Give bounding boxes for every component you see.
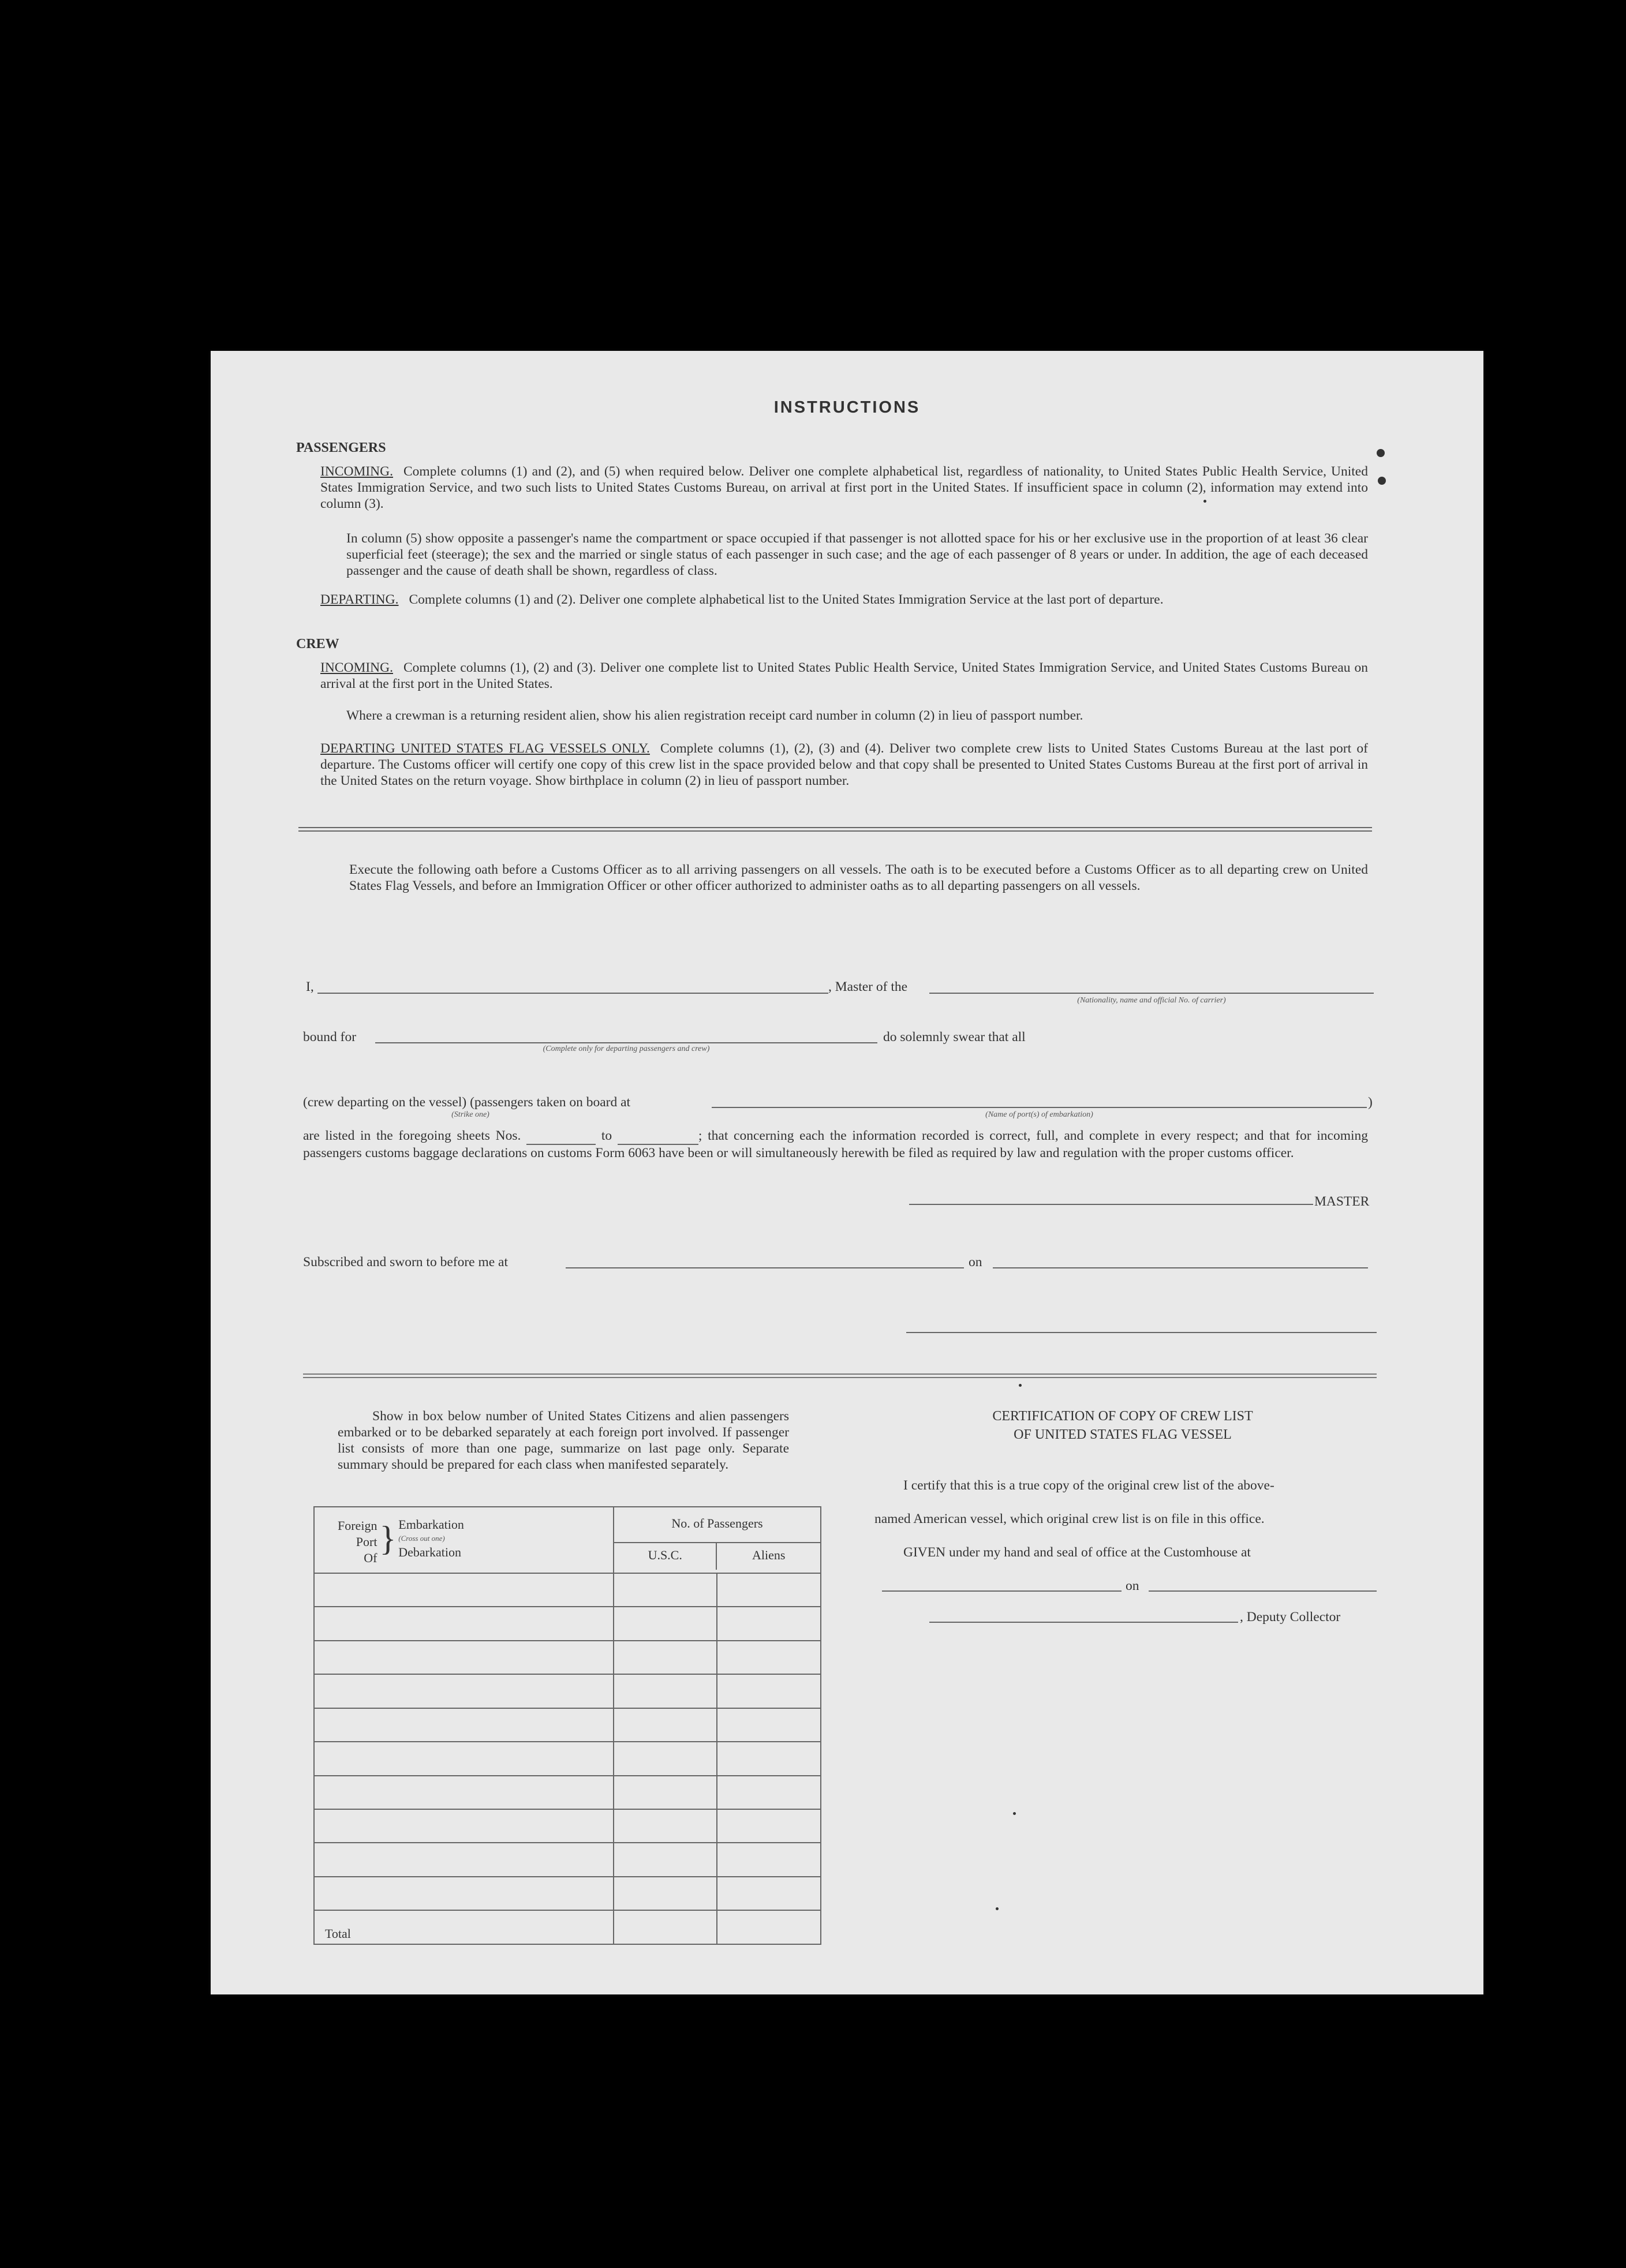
port-cell[interactable] (314, 1607, 614, 1640)
section-divider-1b (298, 830, 1372, 832)
aliens-cell[interactable] (717, 1573, 821, 1607)
section-divider-2b (303, 1377, 1377, 1378)
scan-speck (996, 1907, 999, 1910)
port-cell[interactable] (314, 1776, 614, 1809)
total-usc-cell[interactable] (614, 1910, 717, 1944)
subscribed-label: Subscribed and sworn to before me at (303, 1255, 509, 1270)
subscribed-place-field[interactable] (566, 1267, 964, 1268)
port-label: Port (356, 1535, 377, 1549)
aliens-cell[interactable] (717, 1674, 821, 1708)
summary-row (314, 1607, 821, 1640)
section-divider-1 (298, 827, 1372, 828)
aliens-cell[interactable] (717, 1809, 821, 1843)
summary-row (314, 1742, 821, 1775)
passengers-departing-label: DEPARTING. (320, 592, 399, 607)
crew-incoming-text: Complete columns (1), (2) and (3). Deliver one complete list to United States Public Health Service, United States Immigration Service, and United States Customs Bureau on arrival at the first port in the United States. (320, 660, 1368, 691)
bound-for-field[interactable] (375, 1042, 877, 1043)
total-row (314, 1910, 821, 1944)
crew-incoming-paragraph (320, 660, 1368, 692)
port-caption: (Name of port(s) of embarkation) (985, 1110, 1093, 1119)
crew-heading: CREW (296, 637, 339, 652)
usc-cell[interactable] (614, 1573, 717, 1607)
listed-rest-text: ; that concerning each the information recorded is correct, full, and complete in every respect; and that for incoming passengers customs baggage declarations on customs Form 6063 have been or will simultaneously herewith be filed as required by law and regulation with the proper customs officer. (303, 1128, 1369, 1161)
usc-cell[interactable] (614, 1776, 717, 1809)
passengers-departing-text: Complete columns (1) and (2). Deliver one complete alphabetical list to the United States Immigration Service at the last port of departure. (409, 592, 1164, 607)
embarkation-label: Embarkation (398, 1517, 464, 1532)
deputy-collector-label: , Deputy Collector (1240, 1610, 1341, 1625)
master-of-label: , Master of the (828, 979, 908, 994)
aliens-cell[interactable] (717, 1776, 821, 1809)
debarkation-label: Debarkation (398, 1545, 461, 1559)
subscribed-on-label: on (969, 1255, 982, 1270)
certification-heading-1: CERTIFICATION OF COPY OF CREW LIST (992, 1409, 1253, 1424)
close-paren: ) (1368, 1095, 1373, 1110)
summary-row (314, 1708, 821, 1742)
crew-departing-text: Complete columns (1), (2), (3) and (4). Deliver two complete crew lists to United States Customs Bureau at the last port of departure. The Customs officer will certify one copy of this crew list in the space provided below and that copy shall be presented to United States Customs Bureau at the first port of arrival in the United States on the return voyage. Show birthplace in column (2) in lieu of passport number. (320, 741, 1368, 788)
passengers-header-cell (614, 1507, 821, 1573)
scan-speck (1019, 1384, 1022, 1387)
passengers-column5-paragraph: In column (5) show opposite a passenger's name the compartment or space occupied if that passenger is not allotted space for his or her exclusive use in the proportion of at least 36 clear superficial feet (steerage); the sex and the married or single status of each passenger in such case; and the age of each passenger of 8 years or under. In addition, the age of each deceased passenger and the cause of death shall be shown, regardless of class. (346, 531, 1368, 578)
swear-label: do solemnly swear that all (883, 1030, 1026, 1045)
port-cell[interactable] (314, 1708, 614, 1742)
deputy-signature-field[interactable] (929, 1622, 1238, 1623)
port-cell[interactable] (314, 1742, 614, 1775)
master-label: MASTER (1314, 1194, 1370, 1209)
usc-cell[interactable] (614, 1843, 717, 1876)
to-label: to (601, 1128, 612, 1143)
passenger-summary-table (313, 1506, 821, 1945)
brace-glyph: } (379, 1520, 397, 1558)
foreign-port-of-label (338, 1518, 377, 1566)
usc-cell[interactable] (614, 1809, 717, 1843)
usc-cell[interactable] (614, 1742, 717, 1775)
summary-row (314, 1809, 821, 1843)
port-header-cell (314, 1507, 614, 1573)
embark-debark-labels (398, 1518, 464, 1559)
section-divider-2 (303, 1373, 1377, 1375)
scan-speck (1377, 449, 1385, 457)
usc-cell[interactable] (614, 1641, 717, 1674)
nationality-caption: (Nationality, name and official No. of carrier) (1077, 996, 1226, 1005)
passengers-heading: PASSENGERS (296, 440, 386, 455)
passengers-departing-paragraph (320, 592, 1368, 608)
scan-speck (1203, 500, 1206, 503)
usc-label: U.S.C. (614, 1543, 717, 1570)
port-cell[interactable] (314, 1843, 614, 1876)
certification-line-1: I certify that this is a true copy of the original crew list of the above- (903, 1478, 1274, 1493)
port-cell[interactable] (314, 1641, 614, 1674)
crew-returning-paragraph: Where a crewman is a returning resident alien, show his alien registration receipt card number in column (2) in lieu of passport number. (346, 708, 1083, 723)
aliens-cell[interactable] (717, 1641, 821, 1674)
port-cell[interactable] (314, 1877, 614, 1910)
bound-for-label: bound for (303, 1030, 357, 1045)
usc-cell[interactable] (614, 1674, 717, 1708)
scan-speck (1013, 1812, 1016, 1815)
certification-on-label: on (1126, 1578, 1139, 1593)
crew-incoming-label: INCOMING. (320, 660, 393, 675)
certification-heading-2: OF UNITED STATES FLAG VESSEL (1014, 1427, 1232, 1442)
sheet-from-field[interactable] (526, 1128, 596, 1145)
oath-intro: Execute the following oath before a Customs Officer as to all arriving passengers on all vessels. The oath is to be executed before a Customs Officer as to all departing crew on United States Flag Vessels, and before an Immigration Officer or other officer authorized to administer oaths as to all departing passengers on all vessels. (349, 862, 1368, 893)
passengers-incoming-paragraph (320, 463, 1368, 512)
officer-signature-field[interactable] (906, 1332, 1377, 1333)
scan-speck (1378, 477, 1386, 485)
strike-one-caption: (Strike one) (451, 1110, 489, 1119)
aliens-label: Aliens (752, 1548, 786, 1562)
summary-row (314, 1573, 821, 1607)
aliens-cell[interactable] (717, 1843, 821, 1876)
page-title: INSTRUCTIONS (773, 398, 921, 417)
aliens-cell[interactable] (717, 1742, 821, 1775)
summary-row (314, 1776, 821, 1809)
customhouse-field[interactable] (882, 1590, 1122, 1592)
passengers-incoming-text: Complete columns (1) and (2), and (5) when required below. Deliver one complete alphabetical list, regardless of nationality, to United States Public Health Service, United States Immigration Service, and two such lists to United States Customs Bureau, on arrival at first port in the United States. If insufficient space in column (2), information may extend into column (3). (320, 464, 1368, 511)
aliens-cell[interactable] (717, 1877, 821, 1910)
cross-out-caption: (Cross out one) (398, 1534, 445, 1543)
summary-row (314, 1877, 821, 1910)
listed-in-label: are listed in the foregoing sheets Nos. (303, 1128, 521, 1143)
carrier-name-field[interactable] (929, 993, 1374, 994)
crew-departing-label-oath: (crew departing on the vessel) (passengers taken on board at (303, 1095, 631, 1110)
port-cell[interactable] (314, 1809, 614, 1843)
of-label: Of (364, 1551, 377, 1565)
bound-for-caption: (Complete only for departing passengers and crew) (543, 1045, 710, 1053)
total-label: Total (314, 1910, 614, 1944)
sheet-to-field[interactable] (618, 1128, 698, 1145)
form-page (211, 351, 1483, 1994)
oath-i-label: I, (306, 979, 314, 994)
port-cell[interactable] (314, 1674, 614, 1708)
no-of-passengers-label: No. of Passengers (614, 1507, 820, 1543)
summary-instructions: Show in box below number of United States Citizens and alien passengers embarked or to be debarked separately at each foreign port involved. If passenger list consists of more than one page, summarize on last page only. Separate summary should be prepared for each class when manifested separately. (338, 1409, 789, 1472)
certification-line-2: named American vessel, which original crew list is on file in this office. (874, 1511, 1265, 1526)
usc-cell[interactable] (614, 1877, 717, 1910)
passengers-incoming-label: INCOMING. (320, 464, 393, 479)
master-name-field[interactable] (317, 993, 828, 994)
embarkation-port-field[interactable] (712, 1107, 1367, 1108)
aliens-cell[interactable] (717, 1708, 821, 1742)
listed-paragraph (303, 1128, 1368, 1161)
aliens-cell[interactable] (717, 1607, 821, 1640)
master-signature-field[interactable] (909, 1204, 1313, 1205)
summary-row (314, 1674, 821, 1708)
certification-line-3: GIVEN under my hand and seal of office at the Customhouse at (903, 1545, 1251, 1560)
crew-departing-label: DEPARTING UNITED STATES FLAG VESSELS ONLY. (320, 741, 650, 756)
usc-cell[interactable] (614, 1607, 717, 1640)
crew-departing-paragraph (320, 740, 1368, 789)
certification-date-field[interactable] (1149, 1590, 1377, 1592)
usc-cell[interactable] (614, 1708, 717, 1742)
subscribed-date-field[interactable] (993, 1267, 1368, 1268)
port-cell[interactable] (314, 1573, 614, 1607)
summary-row (314, 1641, 821, 1674)
total-aliens-cell[interactable] (717, 1910, 821, 1944)
summary-row (314, 1843, 821, 1876)
foreign-label: Foreign (338, 1518, 377, 1533)
